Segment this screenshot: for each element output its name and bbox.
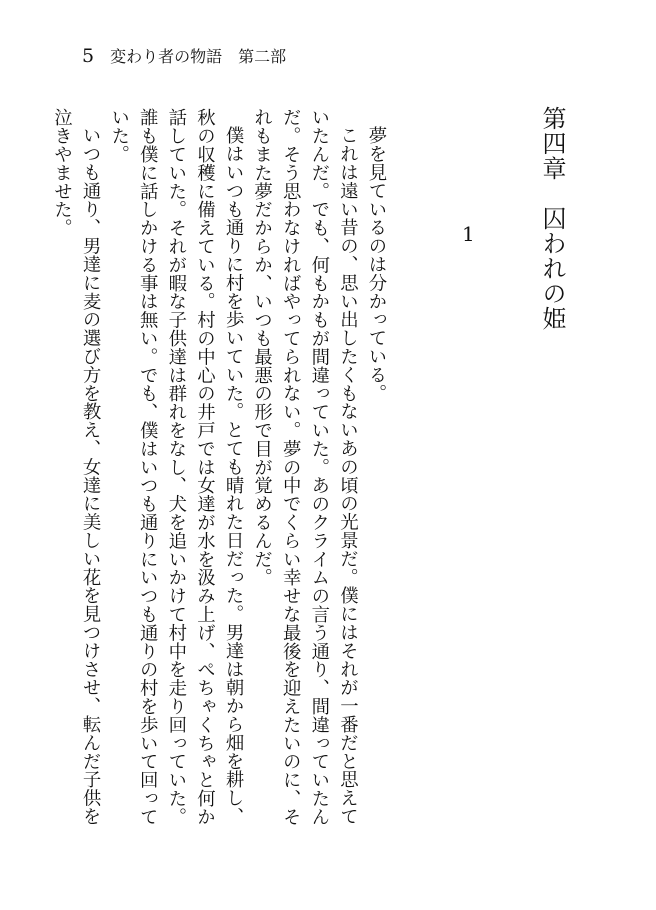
body-text — [47, 108, 390, 843]
paragraph: 僕はいつも通りに村を歩いていた。とても晴れた日だった。男達は朝から畑を耕し、秋の収穫に備えている。村の中心の井戸では女達が水を汲み上げ、ぺちゃくちゃと何か話していた。それが暇な子供達は群れをなし、犬を追いかけて村中を走り回っていた。誰も僕に話しかける事は無い。でも、僕はいつも通りにいつも通りの村を歩いて回っていた。 — [108, 108, 245, 826]
paragraph: 夢を見ているのは分かっている。 — [366, 126, 387, 403]
paragraph: いつも通り、男達に麦の選び方を教え、女達に美しい花を見つけさせ、転んだ子供を泣きやませた。 — [51, 108, 102, 826]
running-title: 変わり者の物語 第二部 — [110, 47, 287, 66]
chapter-title: 第四章 囚われの姫 — [538, 106, 566, 331]
page-header — [82, 44, 286, 72]
page-number: 5 — [82, 45, 95, 67]
section-number: 1 — [462, 222, 475, 246]
paragraph: これは遠い昔の、思い出したくもないあの頃の光景だ。僕にはそれが一番だと思えていたんだ。でも、何もかもが間違っていた。あのクライムの言う通り、間違っていたんだ。そう思わなければやってられない。夢の中でくらい幸せな最後を迎えたいのに、それもまた夢だからか、いつも最悪の形で目が覚めるんだ。 — [251, 108, 359, 826]
